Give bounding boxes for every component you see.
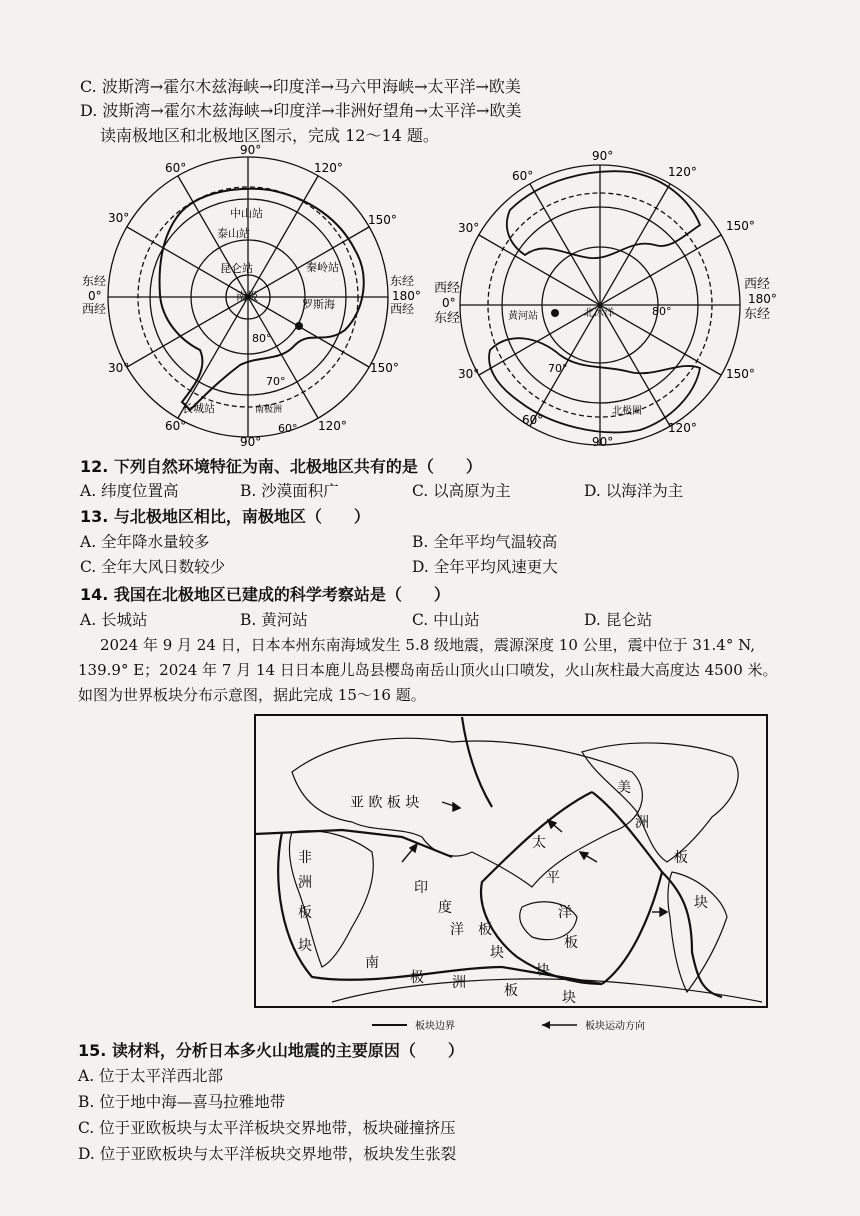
legend-boundary-text: 板块边界 xyxy=(415,1021,455,1032)
deg-60-tl: 60° xyxy=(165,161,187,175)
changcheng-station: 长城站 xyxy=(182,402,215,415)
world-plate-map xyxy=(252,712,772,1042)
deg-150-br: 150° xyxy=(726,367,755,381)
q14-stem: 14. 我国在北极地区已建成的科学考察站是（ ） xyxy=(80,585,450,604)
q12-stem: 12. 下列自然环境特征为南、北极地区共有的是（ ） xyxy=(80,457,482,476)
american-plate-label-4: 块 xyxy=(694,895,708,911)
antarctic-plate-label-2: 极 xyxy=(410,970,424,986)
pacific-plate-label-5: 块 xyxy=(536,963,550,979)
q14-option-b[interactable]: B. 黄河站 xyxy=(240,611,308,629)
indian-plate-label-2: 度 xyxy=(438,900,452,916)
q12-option-c[interactable]: C. 以高原为主 xyxy=(412,482,511,500)
right-west-label: 西经 xyxy=(744,277,771,292)
taishan-station: 泰山站 xyxy=(217,227,250,240)
q15-option-c[interactable]: C. 位于亚欧板块与太平洋板块交界地带，板块碰撞挤压 xyxy=(78,1119,456,1137)
boundary-north-atlantic xyxy=(462,717,492,807)
left-west-label: 西经 xyxy=(434,281,461,296)
boundary-american-west xyxy=(662,872,722,997)
south-pole: 南极 xyxy=(236,290,258,303)
north-america-outline xyxy=(489,338,700,432)
left-zero-label: 0° xyxy=(442,296,456,310)
deg-90-top: 90° xyxy=(592,149,614,163)
deg-150-r: 150° xyxy=(726,219,755,233)
q13-option-d[interactable]: D. 全年平均风速更大 xyxy=(412,558,558,576)
deg-120-tr: 120° xyxy=(314,161,343,175)
deg-120-br: 120° xyxy=(668,421,697,435)
arctic-circle: 北极圈 xyxy=(612,406,642,417)
deg-30-l: 30° xyxy=(108,211,130,225)
q12-option-d[interactable]: D. 以海洋为主 xyxy=(584,482,684,500)
ross-sea: 罗斯海 xyxy=(302,298,335,311)
q13-option-a[interactable]: A. 全年降水量较多 xyxy=(80,533,210,551)
right-east-label: 东经 xyxy=(390,274,415,288)
african-plate-label-4: 块 xyxy=(298,938,312,954)
african-plate-label-1: 非 xyxy=(298,850,312,866)
kunlun-station: 昆仑站 xyxy=(220,262,253,275)
material-line-1: 2024 年 9 月 24 日，日本本州东南海域发生 5.8 级地震，震源深度 10 公里，震中位于 31.4° N, xyxy=(100,636,756,654)
deg-90-bottom: 90° xyxy=(592,435,614,449)
material-line-2: 139.9° E；2024 年 7 月 14 日日本鹿儿岛县樱岛南岳山顶火山口喷发，火山灰柱最大高度达 4500 米。 xyxy=(78,661,778,679)
deg-60-tl: 60° xyxy=(512,169,534,183)
arctic-map xyxy=(430,140,790,450)
q15-option-b[interactable]: B. 位于地中海—喜马拉雅地带 xyxy=(78,1093,286,1111)
right-180-label: 180° xyxy=(392,289,421,303)
deg-60-bl: 60° xyxy=(522,413,544,427)
intro-polar: 读南极地区和北极地区图示，完成 12～14 题。 xyxy=(100,126,439,145)
antarctic-plate-label-3: 洲 xyxy=(452,975,466,991)
zhongshan-station: 中山站 xyxy=(230,207,263,220)
eurasian-plate-label: 亚 欧 板 块 xyxy=(350,795,420,811)
antarctic-plate-label-5: 块 xyxy=(562,990,576,1006)
peninsula-label: 南极洲 xyxy=(255,405,283,415)
q14-option-c[interactable]: C. 中山站 xyxy=(412,611,480,629)
pacific-plate-label-2: 平 xyxy=(546,870,560,886)
legend-direction-text: 板块运动方向 xyxy=(585,1021,645,1032)
lat-80: 80° xyxy=(652,305,672,318)
deg-30-bl: 30° xyxy=(108,361,130,375)
deg-90-bottom: 90° xyxy=(240,435,262,449)
indian-plate-label-3: 洋 xyxy=(450,922,464,938)
q12-option-a[interactable]: A. 纬度位置高 xyxy=(80,482,179,500)
deg-120-br: 120° xyxy=(318,419,347,433)
option-c-route: C. 波斯湾→霍尔木兹海峡→印度洋→马六甲海峡→太平洋→欧美 xyxy=(80,77,521,96)
american-plate-label-3: 板 xyxy=(674,850,688,866)
q15-option-a[interactable]: A. 位于太平洋西北部 xyxy=(78,1067,224,1085)
q15-stem: 15. 读材料，分析日本多火山地震的主要原因（ ） xyxy=(78,1041,464,1060)
antarctic-plate-label-4: 板 xyxy=(504,983,518,999)
east-label: 东经 xyxy=(82,274,107,288)
q14-option-d[interactable]: D. 昆仑站 xyxy=(584,611,653,629)
lat-70: 70° xyxy=(266,375,286,388)
west-label: 西经 xyxy=(82,302,107,316)
zero-label: 0° xyxy=(88,289,102,303)
deg-120-tr: 120° xyxy=(668,165,697,179)
lat-60: 60° xyxy=(278,422,298,435)
boundary-pacific-east xyxy=(592,792,662,984)
lat-70: 70° xyxy=(548,362,568,375)
left-east-label: 东经 xyxy=(434,311,461,326)
option-d-route: D. 波斯湾→霍尔木兹海峡→印度洋→非洲好望角→太平洋→欧美 xyxy=(80,101,522,120)
right-180-label: 180° xyxy=(748,292,777,306)
african-plate-label-2: 洲 xyxy=(298,875,312,891)
deg-150-r: 150° xyxy=(368,213,397,227)
right-east-label: 东经 xyxy=(744,307,771,322)
indian-plate-label-4: 板 xyxy=(478,922,492,938)
boundary-indian-south xyxy=(502,967,602,984)
pacific-plate-label-4: 板 xyxy=(564,935,578,951)
antarctic-map xyxy=(70,140,430,450)
huanghe-station: 黄河站 xyxy=(508,311,538,322)
q13-option-c[interactable]: C. 全年大风日数较少 xyxy=(80,558,226,576)
indian-plate-label-1: 印 xyxy=(414,880,428,896)
indian-plate-label-5: 块 xyxy=(490,945,504,961)
q12-option-b[interactable]: B. 沙漠面积广 xyxy=(240,482,339,500)
deg-60-bl: 60° xyxy=(165,419,187,433)
q13-stem: 13. 与北极地区相比，南极地区（ ） xyxy=(80,507,370,526)
deg-150-br: 150° xyxy=(370,361,399,375)
right-west-label: 西经 xyxy=(390,302,415,316)
deg-30-bl: 30° xyxy=(458,367,480,381)
material-line-3: 如图为世界板块分布示意图，据此完成 15～16 题。 xyxy=(78,686,426,704)
lat-80: 80° xyxy=(252,332,272,345)
pacific-plate-label-1: 太 xyxy=(532,835,546,851)
eurasia-landmass xyxy=(292,738,642,887)
american-plate-label-2: 洲 xyxy=(635,815,649,831)
deg-90-top: 90° xyxy=(240,143,262,157)
boundary-eurasian-african xyxy=(255,830,452,857)
arctic-ocean: 北冰洋 xyxy=(584,308,614,319)
antarctica-landmass xyxy=(332,979,762,1002)
q14-option-a[interactable]: A. 长城站 xyxy=(80,611,148,629)
american-plate-label-1: 美 xyxy=(617,780,631,796)
q13-option-b[interactable]: B. 全年平均气温较高 xyxy=(412,533,558,551)
q15-option-d[interactable]: D. 位于亚欧板块与太平洋板块交界地带，板块发生张裂 xyxy=(78,1145,457,1163)
deg-30-l: 30° xyxy=(458,221,480,235)
qinling-station: 秦岭站 xyxy=(306,261,339,274)
african-plate-label-3: 板 xyxy=(298,905,312,921)
pacific-plate-label-3: 洋 xyxy=(558,905,572,921)
antarctic-plate-label-1: 南 xyxy=(365,955,379,971)
